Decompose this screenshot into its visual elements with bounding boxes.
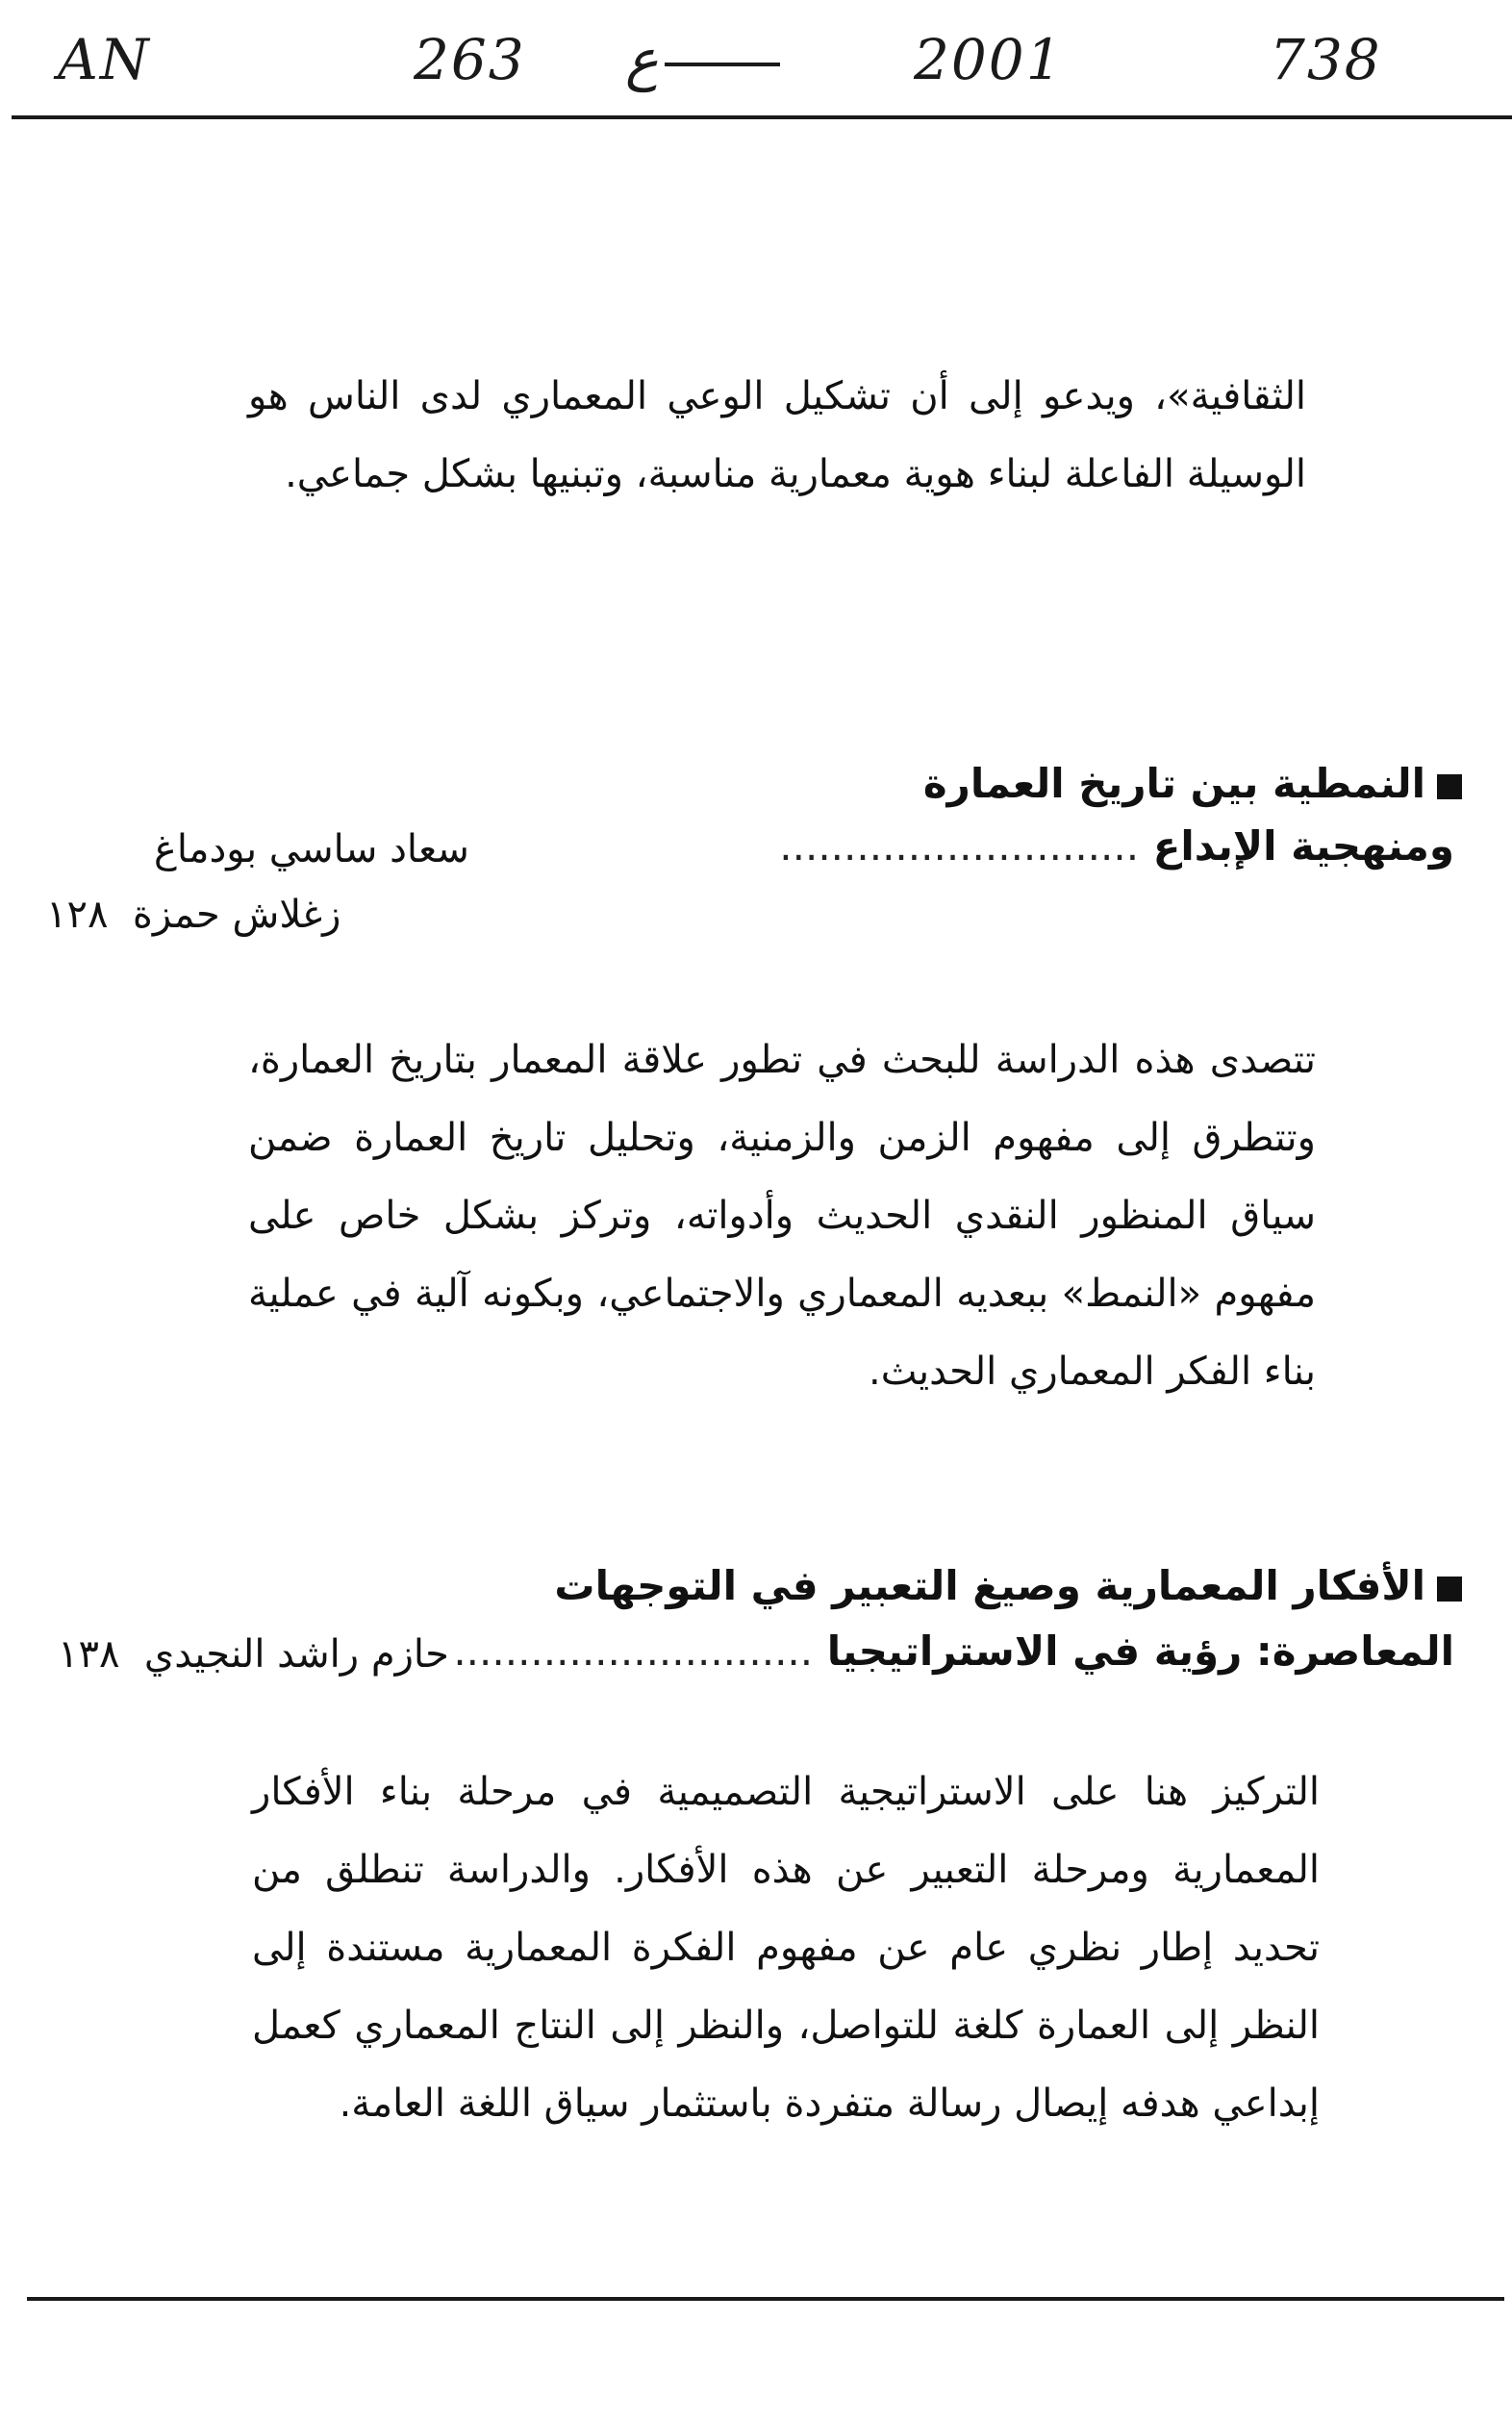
entry-3-author-row bbox=[58, 1632, 449, 1677]
handwritten-dash bbox=[665, 63, 780, 66]
handwritten-mark-3 bbox=[625, 27, 780, 92]
dot-leader: ............................ bbox=[779, 822, 1140, 870]
bottom-rule bbox=[27, 2297, 1504, 2301]
square-bullet-icon bbox=[1437, 1577, 1462, 1602]
entry-2-author-2: زغلاش حمزة bbox=[132, 893, 341, 937]
handwritten-year: 2001 bbox=[914, 27, 1064, 92]
entry-2-author-1: سعاد ساسي بودماغ bbox=[154, 827, 469, 871]
abstract-paragraph-2: تتصدى هذه الدراسة للبحث في تطور علاقة المعمار بتاريخ العمارة، وتتطرق إلى مفهوم الزمن والزمنية، وتحليل تاريخ العمارة ضمن سياق المنظور النقدي الحديث وأدواته، وتركز بشكل خاص على مفهوم «النمط» ببعديه المعماري والاجتماعي، وبكونه آلية في عملية بناء الفكر المعماري الحديث. bbox=[248, 1038, 1316, 1394]
entry-2-title bbox=[923, 760, 1462, 807]
entry-3-title-line1: الأفكار المعمارية وصيغ التعبير في التوجهات bbox=[554, 1562, 1425, 1609]
entry-3-title bbox=[554, 1562, 1462, 1609]
entry-2-author-2-row bbox=[46, 893, 340, 937]
entry-3-title-line2-row bbox=[453, 1627, 1454, 1675]
handwritten-mark-1: AN bbox=[58, 27, 151, 92]
entry-3-author: حازم راشد النجيدي bbox=[143, 1632, 449, 1677]
entry-2-title-line2: ومنهجية الإبداع bbox=[1152, 822, 1454, 870]
entry-2-title-line2-row bbox=[779, 822, 1454, 870]
entry-2-title-line1: النمطية بين تاريخ العمارة bbox=[922, 760, 1425, 807]
handwritten-number: 738 bbox=[1270, 27, 1382, 92]
entry-3-title-line2: المعاصرة: رؤية في الاستراتيجيا bbox=[826, 1627, 1454, 1675]
abstract-paragraph-3: التركيز هنا على الاستراتيجية التصميمية في مرحلة بناء الأفكار المعمارية ومرحلة التعبير عن هذه الأفكار. والدراسة تنطلق من تحديد إطار نظري عام عن مفهوم الفكرة المعمارية مستندة إلى النظر إلى العمارة كلغة للتواصل، والنظر إلى النتاج المعماري كعمل إبداعي هدفه إيصال رسالة متفردة باستثمار سياق اللغة العامة. bbox=[252, 1770, 1320, 2126]
top-rule bbox=[12, 115, 1512, 119]
entry-2-page-number: ١٢٨ bbox=[46, 893, 109, 937]
dot-leader: ............................ bbox=[453, 1627, 814, 1675]
handwritten-mark-2: 263 bbox=[414, 27, 526, 92]
square-bullet-icon bbox=[1437, 774, 1462, 799]
abstract-paragraph-1: الثقافية»، ويدعو إلى أن تشكيل الوعي المعماري لدى الناس هو الوسيلة الفاعلة لبناء هوية معمارية مناسبة، وتبنيها بشكل جماعي. bbox=[248, 374, 1306, 496]
handwritten-letter: ع bbox=[625, 27, 659, 92]
entry-3-page-number: ١٣٨ bbox=[58, 1632, 120, 1677]
